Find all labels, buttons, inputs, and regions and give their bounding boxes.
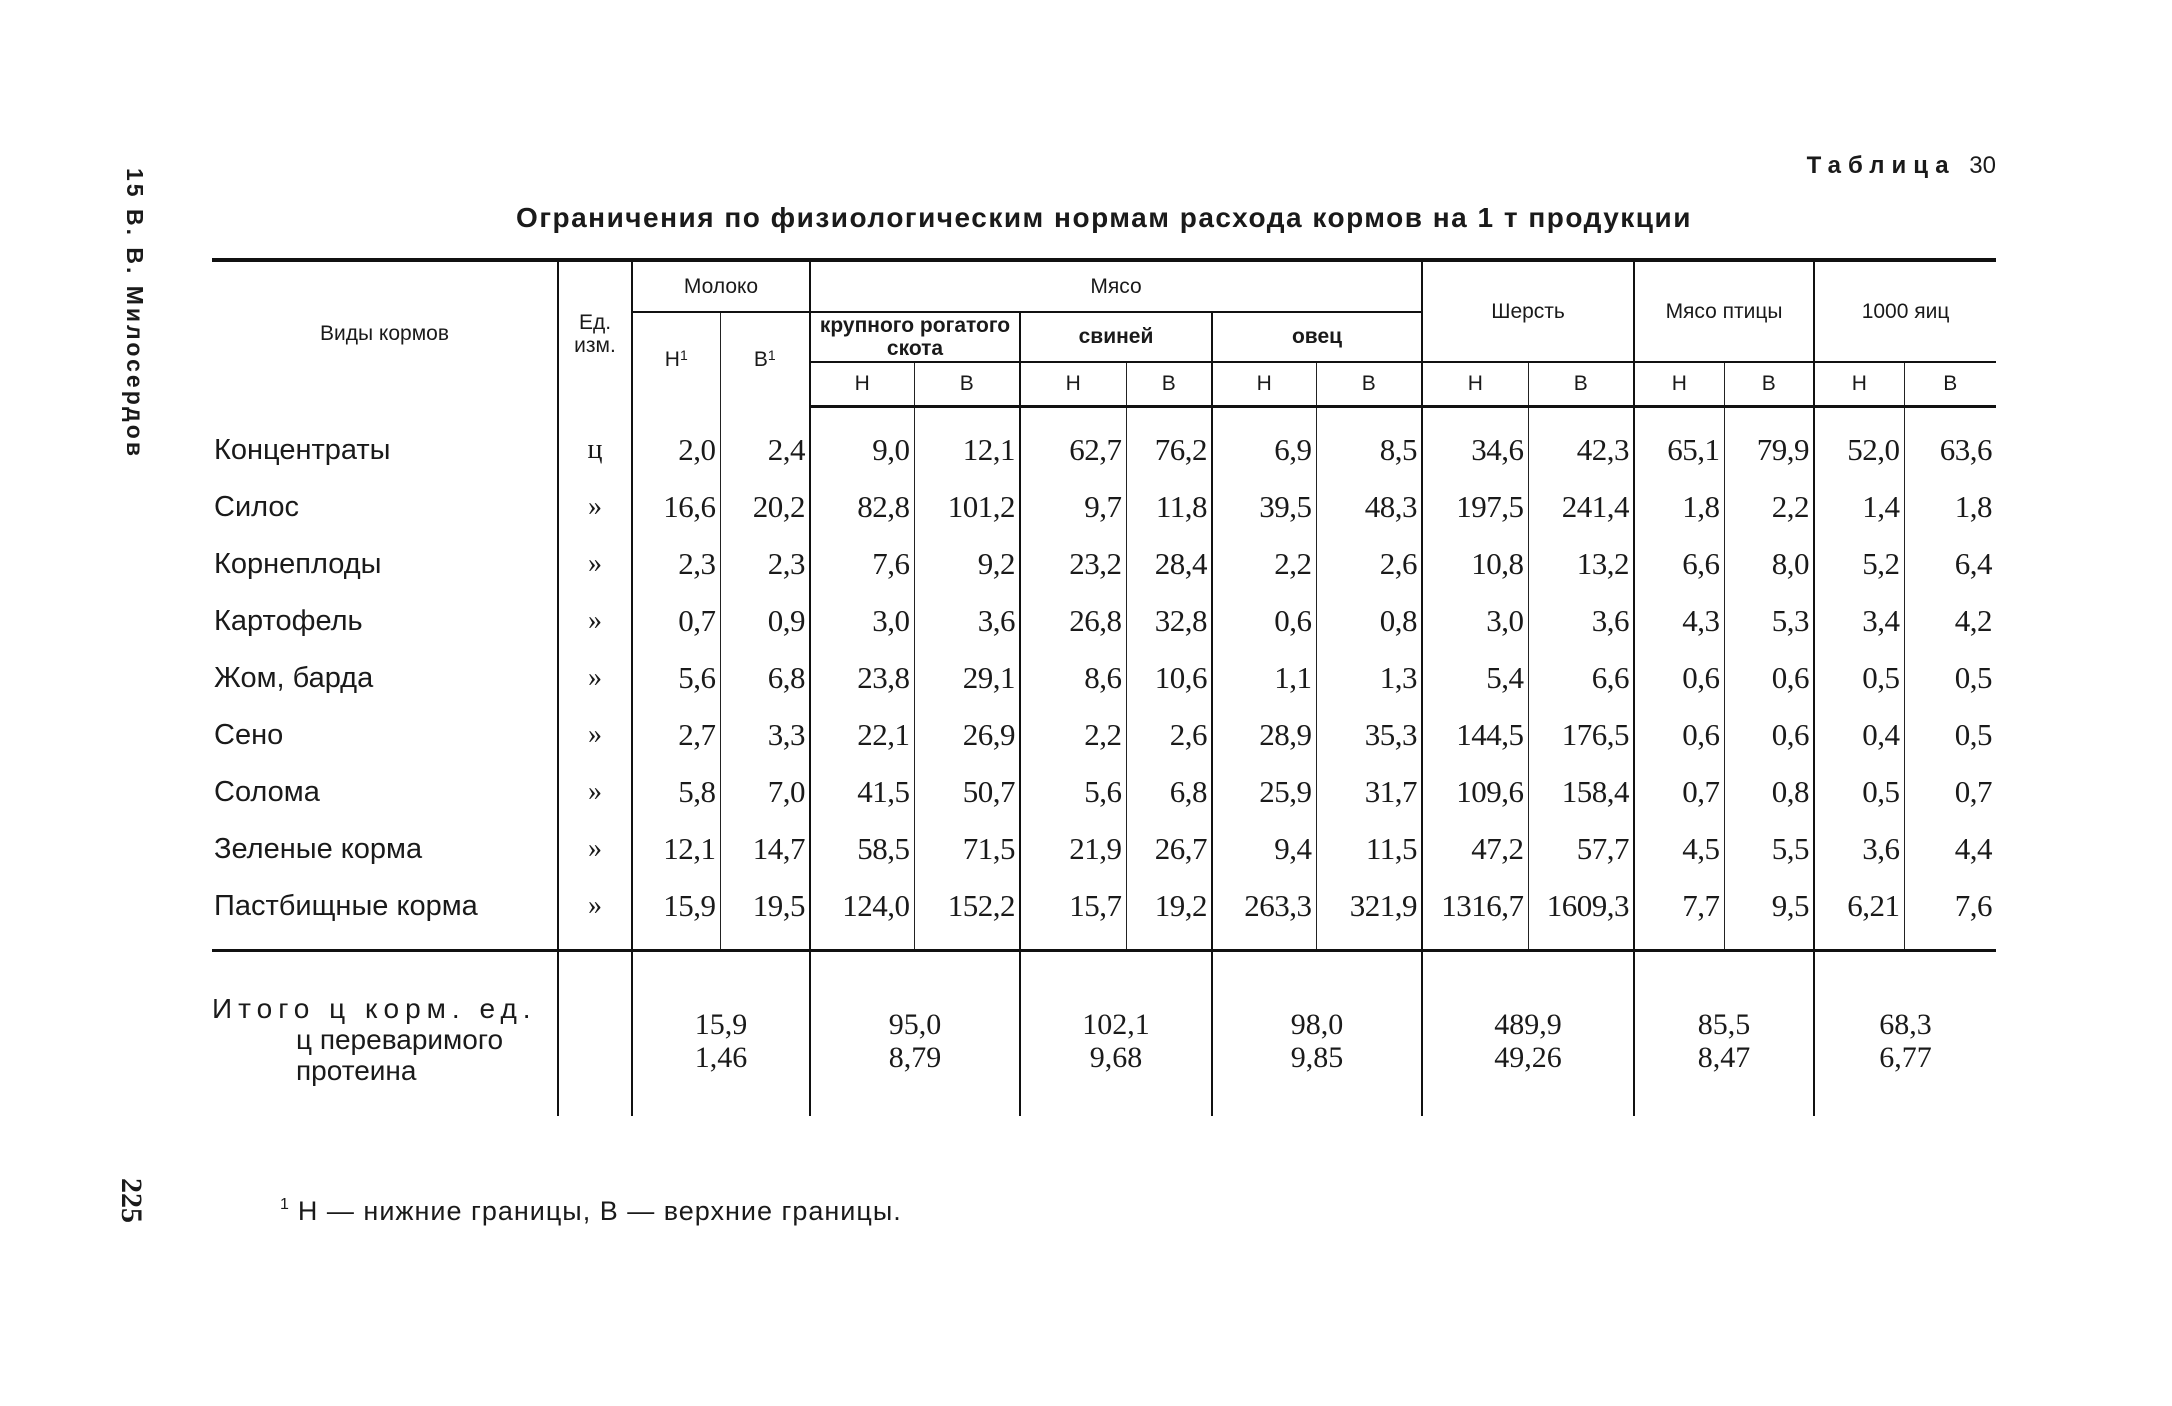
value-cell: 7,0 [720,764,810,821]
value-cell: 15,7 [1020,878,1126,935]
value-cell: 2,3 [632,536,720,593]
value-cell: 0,4 [1814,707,1904,764]
value-cell: 15,9 [632,878,720,935]
value-cell: 7,6 [1904,878,1996,935]
value-cell: 1,8 [1634,479,1724,536]
header-sheep-high: В [1316,362,1422,406]
value-cell: 0,5 [1904,707,1996,764]
header-milk-high-label: В [753,347,768,371]
value-cell: 6,8 [720,650,810,707]
value-cell: 9,0 [810,422,914,479]
totals-sheep [1212,950,1422,1116]
totals-poultry-protein: 8,47 [1697,1040,1751,1074]
value-cell: 3,6 [1814,821,1904,878]
value-cell: 2,6 [1126,707,1212,764]
value-cell: 5,4 [1422,650,1528,707]
value-cell: 9,4 [1212,821,1316,878]
value-cell: 28,4 [1126,536,1212,593]
table-label-word: Таблица [1806,152,1956,179]
feed-name: Зеленые корма [214,832,423,865]
value-cell: 58,5 [810,821,914,878]
table-row [212,422,1996,479]
header-sheep-low: Н [1212,362,1316,406]
value-cell: 2,4 [720,422,810,479]
totals-sheep-protein: 9,85 [1290,1040,1344,1074]
value-cell: 0,6 [1212,593,1316,650]
value-cell: 0,7 [1904,764,1996,821]
value-cell: 26,7 [1126,821,1212,878]
value-cell: 9,7 [1020,479,1126,536]
value-cell: 5,6 [1020,764,1126,821]
feed-unit: ц [558,422,632,479]
value-cell: 5,8 [632,764,720,821]
value-cell: 1316,7 [1422,878,1528,935]
value-cell: 144,5 [1422,707,1528,764]
table-number: 30 [1969,152,1996,179]
table-row [212,536,1996,593]
header-pigs-high: В [1126,362,1212,406]
header-poultry-high: В [1724,362,1814,406]
value-cell: 9,5 [1724,878,1814,935]
totals-wool [1422,950,1634,1116]
value-cell: 32,8 [1126,593,1212,650]
feed-unit: » [558,479,632,536]
value-cell: 35,3 [1316,707,1422,764]
value-cell: 0,6 [1634,707,1724,764]
header-cattle-high: В [914,362,1020,406]
totals-pigs [1020,950,1212,1116]
value-cell: 34,6 [1422,422,1528,479]
value-cell: 1,1 [1212,650,1316,707]
value-cell: 63,6 [1904,422,1996,479]
value-cell: 26,8 [1020,593,1126,650]
value-cell: 0,6 [1634,650,1724,707]
feed-unit: » [558,878,632,935]
value-cell: 11,5 [1316,821,1422,878]
value-cell: 28,9 [1212,707,1316,764]
value-cell: 0,5 [1814,650,1904,707]
value-cell: 0,8 [1724,764,1814,821]
value-cell: 7,6 [810,536,914,593]
value-cell: 124,0 [810,878,914,935]
value-cell: 21,9 [1020,821,1126,878]
totals-pigs-feed: 102,1 [1082,1007,1150,1041]
feed-unit: » [558,650,632,707]
totals-eggs-feed: 68,3 [1879,1007,1932,1041]
totals-eggs [1814,950,1996,1116]
value-cell: 0,8 [1316,593,1422,650]
value-cell: 176,5 [1528,707,1634,764]
value-cell: 16,6 [632,479,720,536]
table-title: Ограничения по физиологическим нормам расхода кормов на 1 т продукции [516,202,1692,233]
page-number: 225 [115,1178,148,1223]
value-cell: 12,1 [632,821,720,878]
totals-cattle [810,950,1020,1116]
value-cell: 50,7 [914,764,1020,821]
header-cattle-low: Н [810,362,914,406]
header-wool-high: В [1528,362,1634,406]
value-cell: 22,1 [810,707,914,764]
header-wool-low: Н [1422,362,1528,406]
value-cell: 6,21 [1814,878,1904,935]
value-cell: 4,4 [1904,821,1996,878]
table-row [212,650,1996,707]
feed-name: Концентраты [214,433,391,466]
value-cell: 23,8 [810,650,914,707]
value-cell: 3,0 [1422,593,1528,650]
value-cell: 13,2 [1528,536,1634,593]
value-cell: 52,0 [1814,422,1904,479]
value-cell: 14,7 [720,821,810,878]
totals-milk-feed: 15,9 [694,1007,748,1041]
totals-unit [558,950,632,1116]
value-cell: 2,2 [1020,707,1126,764]
value-cell: 4,5 [1634,821,1724,878]
totals-wool-protein: 49,26 [1494,1040,1562,1074]
totals-eggs-protein: 6,77 [1879,1040,1932,1074]
value-cell: 79,9 [1724,422,1814,479]
header-milk-low-mark: 1 [679,346,688,363]
totals-label-1: Итого ц корм. ед. [212,993,537,1025]
value-cell: 7,7 [1634,878,1724,935]
header-eggs: 1000 яиц [1814,260,1996,362]
totals-label [212,950,558,1116]
value-cell: 10,8 [1422,536,1528,593]
header-unit: Ед. изм. [558,260,632,406]
totals-sheep-feed: 98,0 [1290,1007,1344,1041]
value-cell: 3,0 [810,593,914,650]
value-cell: 101,2 [914,479,1020,536]
value-cell: 158,4 [1528,764,1634,821]
value-cell: 57,7 [1528,821,1634,878]
header-milk-low [632,312,720,406]
table-row [212,593,1996,650]
value-cell: 1,4 [1814,479,1904,536]
table-row [212,707,1996,764]
header-eggs-high: В [1904,362,1996,406]
value-cell: 10,6 [1126,650,1212,707]
header-sheep: овец [1212,312,1422,362]
header-meat: Мясо [810,260,1422,312]
header-poultry: Мясо птицы [1634,260,1814,362]
header-milk-high-mark: 1 [767,346,776,363]
totals-milk-protein: 1,46 [694,1040,748,1074]
table-label [1807,152,1996,180]
header-cattle: крупного рогатого скота [810,312,1020,362]
value-cell: 2,0 [632,422,720,479]
value-cell: 42,3 [1528,422,1634,479]
feed-norms-table [212,258,1996,1116]
value-cell: 0,6 [1724,707,1814,764]
value-cell: 3,4 [1814,593,1904,650]
value-cell: 76,2 [1126,422,1212,479]
value-cell: 39,5 [1212,479,1316,536]
value-cell: 62,7 [1020,422,1126,479]
value-cell: 65,1 [1634,422,1724,479]
feed-name: Пастбищные корма [214,889,478,922]
value-cell: 0,9 [720,593,810,650]
value-cell: 6,9 [1212,422,1316,479]
value-cell: 0,6 [1724,650,1814,707]
value-cell: 8,0 [1724,536,1814,593]
value-cell: 3,3 [720,707,810,764]
data-rows [212,422,1996,935]
value-cell: 2,2 [1724,479,1814,536]
value-cell: 47,2 [1422,821,1528,878]
footnote-text: Н — нижние границы, В — верхние границы. [297,1196,902,1226]
value-cell: 3,6 [914,593,1020,650]
totals-cattle-protein: 8,79 [888,1040,942,1074]
value-cell: 1,3 [1316,650,1422,707]
value-cell: 11,8 [1126,479,1212,536]
value-cell: 0,7 [632,593,720,650]
totals-milk [632,950,810,1116]
value-cell: 1,8 [1904,479,1996,536]
value-cell: 1609,3 [1528,878,1634,935]
value-cell: 48,3 [1316,479,1422,536]
value-cell: 20,2 [720,479,810,536]
feed-name: Жом, барда [214,661,374,694]
totals-cattle-feed: 95,0 [888,1007,942,1041]
value-cell: 25,9 [1212,764,1316,821]
value-cell: 82,8 [810,479,914,536]
value-cell: 23,2 [1020,536,1126,593]
value-cell: 2,7 [632,707,720,764]
footnote-mark: 1 [280,1196,290,1213]
value-cell: 9,2 [914,536,1020,593]
value-cell: 2,2 [1212,536,1316,593]
value-cell: 3,6 [1528,593,1634,650]
value-cell: 6,6 [1528,650,1634,707]
value-cell: 71,5 [914,821,1020,878]
value-cell: 4,3 [1634,593,1724,650]
header-pigs: свиней [1020,312,1212,362]
value-cell: 5,3 [1724,593,1814,650]
feed-name: Корнеплоды [214,547,382,580]
header-poultry-low: Н [1634,362,1724,406]
header-wool: Шерсть [1422,260,1634,362]
table-row [212,821,1996,878]
header-milk-high [720,312,810,406]
value-cell: 6,6 [1634,536,1724,593]
footnote [280,1196,902,1227]
feed-unit: » [558,536,632,593]
value-cell: 29,1 [914,650,1020,707]
running-head: 15 В. В. Милосердов [122,168,148,459]
value-cell: 41,5 [810,764,914,821]
feed-name: Сено [214,718,284,751]
value-cell: 31,7 [1316,764,1422,821]
feed-name: Картофель [214,604,363,637]
totals-poultry [1634,950,1814,1116]
totals-pigs-protein: 9,68 [1089,1040,1143,1074]
table-row [212,479,1996,536]
value-cell: 0,7 [1634,764,1724,821]
totals-poultry-feed: 85,5 [1697,1007,1751,1041]
value-cell: 0,5 [1904,650,1996,707]
feed-name: Солома [214,775,320,808]
feed-unit: » [558,764,632,821]
value-cell: 19,2 [1126,878,1212,935]
value-cell: 26,9 [914,707,1020,764]
value-cell: 4,2 [1904,593,1996,650]
header-milk: Молоко [632,260,810,312]
value-cell: 6,4 [1904,536,1996,593]
table-row [212,764,1996,821]
feed-unit: » [558,707,632,764]
value-cell: 19,5 [720,878,810,935]
header-eggs-low: Н [1814,362,1904,406]
value-cell: 8,6 [1020,650,1126,707]
value-cell: 109,6 [1422,764,1528,821]
value-cell: 12,1 [914,422,1020,479]
value-cell: 2,3 [720,536,810,593]
feed-unit: » [558,821,632,878]
value-cell: 2,6 [1316,536,1422,593]
value-cell: 5,6 [632,650,720,707]
totals-label-3: протеина [296,1054,417,1086]
feed-name: Силос [214,490,300,523]
totals-row [212,950,1996,1116]
header-milk-low-label: Н [664,347,680,371]
value-cell: 8,5 [1316,422,1422,479]
value-cell: 152,2 [914,878,1020,935]
feed-unit: » [558,593,632,650]
totals-label-2: ц переваримого [296,1024,504,1056]
value-cell: 5,2 [1814,536,1904,593]
value-cell: 241,4 [1528,479,1634,536]
header-pigs-low: Н [1020,362,1126,406]
value-cell: 0,5 [1814,764,1904,821]
value-cell: 321,9 [1316,878,1422,935]
value-cell: 5,5 [1724,821,1814,878]
value-cell: 263,3 [1212,878,1316,935]
header-feed-types: Виды кормов [212,260,558,406]
table-row [212,878,1996,935]
totals-wool-feed: 489,9 [1494,1007,1562,1041]
value-cell: 197,5 [1422,479,1528,536]
value-cell: 6,8 [1126,764,1212,821]
